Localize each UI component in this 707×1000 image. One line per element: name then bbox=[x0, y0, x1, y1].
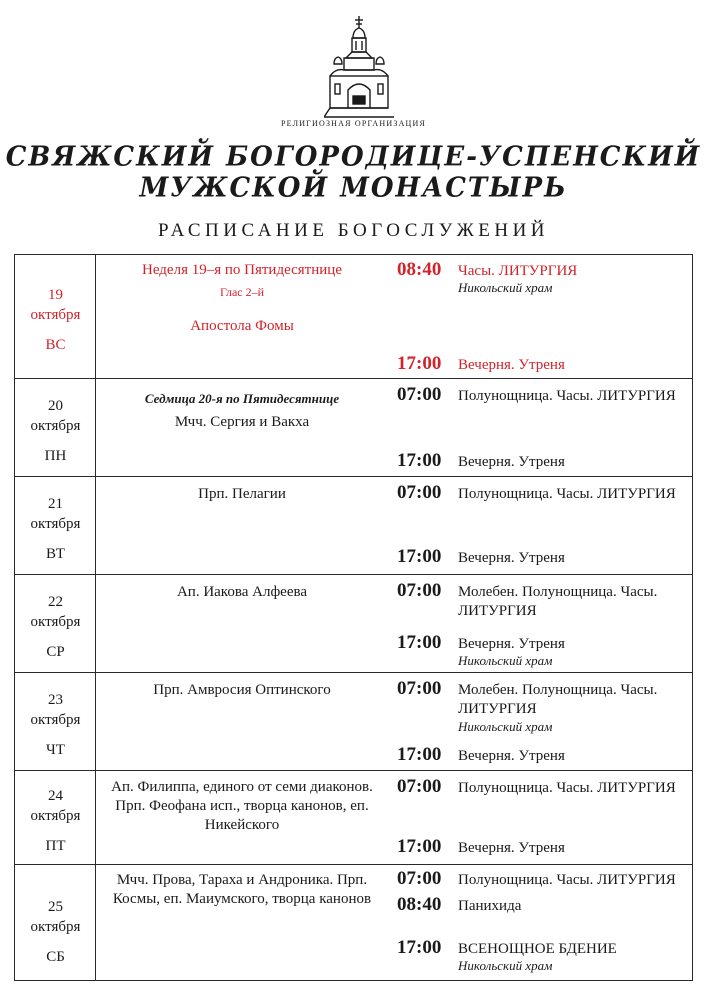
service-time: 17:00 bbox=[397, 937, 442, 958]
service-place: Никольский храм bbox=[458, 653, 553, 668]
date-cell bbox=[15, 865, 96, 980]
date-cell bbox=[15, 255, 96, 378]
feast-name: Седмица 20-я по Пятидесятнице bbox=[144, 391, 340, 406]
service-name: Вечерня. Утреня bbox=[458, 748, 565, 764]
service-name: Вечерня. Утреня bbox=[458, 357, 565, 373]
saints-commemoration: Прп. Амвросия Оптинского bbox=[153, 682, 331, 698]
month-name: октября bbox=[30, 516, 81, 532]
service-time: 17:00 bbox=[397, 546, 442, 567]
day-number: 20 bbox=[48, 398, 63, 414]
table-row bbox=[15, 575, 692, 673]
service-time: 07:00 bbox=[397, 384, 442, 405]
service-time: 17:00 bbox=[397, 744, 442, 765]
service-time: 08:40 bbox=[397, 259, 442, 280]
saints-commemoration: Ап. Филиппа, единого от семи диаконов. Прп. Феофана исп., творца канонов, еп. Никейского bbox=[111, 779, 373, 833]
day-number: 24 bbox=[48, 788, 63, 804]
service-time: 07:00 bbox=[397, 580, 442, 601]
weekday: ЧТ bbox=[46, 742, 65, 758]
weekday: ПТ bbox=[45, 838, 66, 854]
service-time: 17:00 bbox=[397, 836, 442, 857]
saints-commemoration: Прп. Пелагии bbox=[198, 486, 286, 502]
service-name: Вечерня. Утреня bbox=[458, 550, 565, 566]
day-number: 21 bbox=[48, 496, 63, 512]
day-number: 19 bbox=[48, 287, 63, 303]
month-name: октября bbox=[30, 808, 81, 824]
service-time: 08:40 bbox=[397, 894, 442, 915]
monastery-title-line1: СВЯЖСКИЙ БОГОРОДИЦЕ-УСПЕНСКИЙ bbox=[5, 141, 702, 173]
saints-commemoration: Апостола Фомы bbox=[190, 318, 294, 334]
service-name: Вечерня. Утреня bbox=[458, 454, 565, 470]
service-time: 17:00 bbox=[397, 450, 442, 471]
service-place: Никольский храм bbox=[458, 719, 553, 734]
month-name: октября bbox=[30, 614, 81, 630]
schedule-heading: РАСПИСАНИЕ БОГОСЛУЖЕНИЙ bbox=[157, 220, 550, 241]
feast-name: Неделя 19–я по Пятидесятнице bbox=[142, 262, 342, 278]
table-row bbox=[15, 673, 692, 771]
weekday: СР bbox=[46, 644, 65, 660]
date-cell bbox=[15, 673, 96, 770]
service-time: 07:00 bbox=[397, 776, 442, 797]
date-cell bbox=[15, 575, 96, 672]
saints-commemoration: Мчч. Прова, Тараха и Андроника. Прп. Космы, еп. Маиумского, творца канонов bbox=[112, 872, 372, 907]
service-name: ВСЕНОЩНОЕ БДЕНИЕ bbox=[458, 941, 617, 957]
service-name: Полунощница. Часы. ЛИТУРГИЯ bbox=[458, 872, 676, 888]
day-number: 22 bbox=[48, 594, 63, 610]
service-time: 07:00 bbox=[397, 482, 442, 503]
table-row bbox=[15, 379, 692, 477]
date-cell bbox=[15, 379, 96, 476]
saints-commemoration: Ап. Иакова Алфеева bbox=[176, 584, 308, 600]
organization-type-label: РЕЛИГИОЗНАЯ ОРГАНИЗАЦИЯ bbox=[280, 119, 427, 128]
service-time: 17:00 bbox=[397, 353, 442, 374]
day-number: 25 bbox=[48, 899, 63, 915]
service-name: Полунощница. Часы. ЛИТУРГИЯ bbox=[458, 780, 676, 796]
day-number: 23 bbox=[48, 692, 63, 708]
service-name: Молебен. Полунощница. Часы. ЛИТУРГИЯ bbox=[458, 584, 658, 619]
table-row bbox=[15, 865, 692, 980]
weekday: ВТ bbox=[46, 546, 65, 562]
weekday: ПН bbox=[44, 448, 67, 464]
saints-commemoration: Мчч. Сергия и Вакха bbox=[174, 414, 310, 430]
table-row bbox=[15, 771, 692, 865]
service-name: Полунощница. Часы. ЛИТУРГИЯ bbox=[458, 388, 676, 404]
services-schedule-table bbox=[14, 254, 693, 981]
service-name: Полунощница. Часы. ЛИТУРГИЯ bbox=[458, 486, 676, 502]
service-name: Часы. ЛИТУРГИЯ bbox=[458, 263, 578, 279]
service-time: 07:00 bbox=[397, 678, 442, 699]
month-name: октября bbox=[30, 712, 81, 728]
table-row bbox=[15, 477, 692, 575]
table-row bbox=[15, 255, 692, 379]
tone: Глас 2–й bbox=[219, 285, 265, 299]
date-cell bbox=[15, 477, 96, 574]
month-name: октября bbox=[30, 418, 81, 434]
service-time: 07:00 bbox=[397, 868, 442, 889]
service-time: 17:00 bbox=[397, 632, 442, 653]
monastery-church-logo bbox=[324, 14, 394, 118]
service-name: Вечерня. Утреня bbox=[458, 840, 565, 856]
service-place: Никольский храм bbox=[458, 958, 553, 973]
month-name: октября bbox=[30, 307, 81, 323]
month-name: октября bbox=[30, 919, 81, 935]
date-cell bbox=[15, 771, 96, 864]
service-name: Панихида bbox=[458, 898, 522, 914]
service-place: Никольский храм bbox=[458, 280, 553, 295]
weekday: СБ bbox=[46, 949, 65, 965]
service-name: Вечерня. Утреня bbox=[458, 636, 565, 652]
monastery-title-line2: МУЖСКОЙ МОНАСТЫРЬ bbox=[139, 172, 568, 204]
service-name: Молебен. Полунощница. Часы. ЛИТУРГИЯ bbox=[458, 682, 658, 717]
weekday: ВС bbox=[45, 337, 66, 353]
